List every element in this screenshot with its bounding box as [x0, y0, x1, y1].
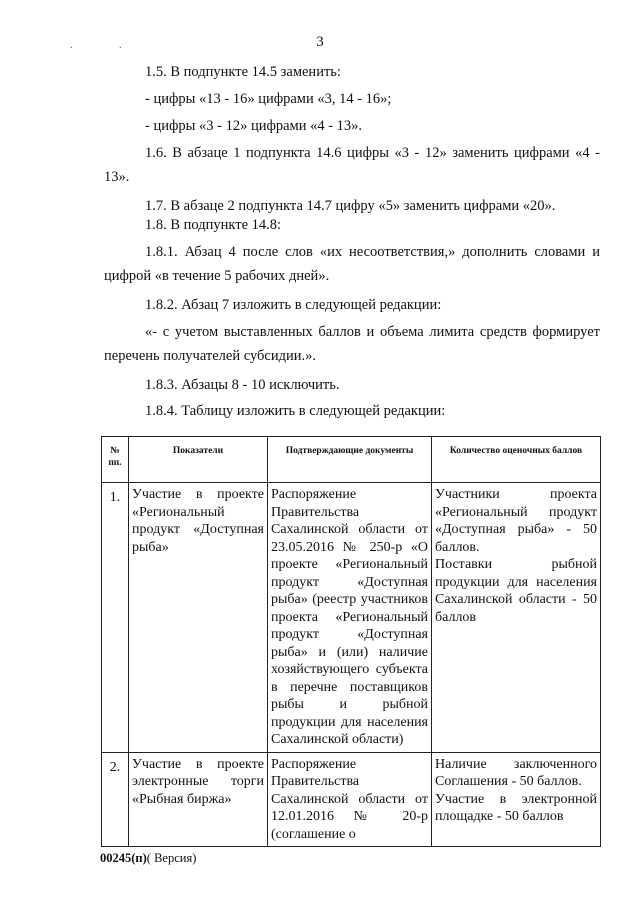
- paragraph-1-8-4: 1.8.4. Таблицу изложить в следующей редакции:: [145, 403, 446, 419]
- table-row: [102, 483, 601, 753]
- points-line: Наличие заключенного Соглашения - 50 баллов.: [435, 756, 597, 789]
- paragraph-1-5: 1.5. В подпункте 14.5 заменить:: [145, 64, 341, 80]
- paragraph-1-5-item-1: - цифры «13 - 16» цифрами «3, 14 - 16»;: [145, 91, 392, 107]
- paragraph-1-8: 1.8. В подпункте 14.8:: [145, 217, 282, 233]
- document-footer: [100, 851, 196, 866]
- header-documents: Подтверждающие документы: [268, 437, 432, 483]
- header-points: Количество оценочных баллов: [432, 437, 601, 483]
- paragraph-1-5-item-2: - цифры «3 - 12» цифрами «4 - 13».: [145, 118, 363, 134]
- paragraph-1-8-3: 1.8.3. Абзацы 8 - 10 исключить.: [145, 377, 340, 393]
- table-header-row: [102, 437, 601, 483]
- row-points: [432, 752, 601, 847]
- points-line: Участники проекта «Региональный продукт «Доступная рыба» - 50 баллов.: [435, 487, 597, 555]
- points-line: Поставки рыбной продукции для населения Сахалинской области - 50 баллов: [435, 557, 597, 625]
- paragraph-1-6: 1.6. В абзаце 1 подпункта 14.6 цифры «3 - 12» заменить цифрами «4 - 13».: [104, 145, 600, 185]
- paragraph-1-8-1: 1.8.1. Абзац 4 после слов «их несоответствия,» дополнить словами и цифрой «в течение 5 рабочих дней».: [104, 244, 600, 284]
- row-indicator: Участие в проекте электронные торги «Рыбная биржа»: [129, 752, 268, 847]
- footer-code: 00245(п): [100, 851, 147, 865]
- paragraph-1-7: 1.7. В абзаце 2 подпункта 14.7 цифру «5» заменить цифрами «20».: [145, 198, 556, 214]
- row-number: 1.: [102, 483, 129, 753]
- row-number: 2.: [102, 752, 129, 847]
- table-row: [102, 752, 601, 847]
- paragraph-1-8-2: 1.8.2. Абзац 7 изложить в следующей редакции:: [145, 297, 442, 313]
- paragraph-quote: «- с учетом выставленных баллов и объема лимита средств формирует перечень получателей субсидии.».: [104, 324, 600, 364]
- scan-marks: . .: [70, 40, 144, 51]
- header-number: № пп.: [102, 437, 129, 483]
- points-line: Участие в электронной площадке - 50 баллов: [435, 791, 597, 824]
- header-indicators: Показатели: [129, 437, 268, 483]
- footer-version: ( Версия): [146, 851, 197, 865]
- row-indicator: Участие в проекте «Региональный продукт «Доступная рыба»: [129, 483, 268, 753]
- row-documents: Распоряжение Правительства Сахалинской области от 12.01.2016 № 20-р (соглашение о: [268, 752, 432, 847]
- row-points: [432, 483, 601, 753]
- page-number: 3: [316, 34, 324, 50]
- row-documents: Распоряжение Правительства Сахалинской области от 23.05.2016 № 250-р «О проекте «Региональный продукт «Доступная рыба» (реестр участников проекта «Региональный продукт «Доступная рыба» и (или) наличие хозяйствующего субъекта в перечне поставщиков рыбы и рыбной продукции для населения Сахалинской области): [268, 483, 432, 753]
- evaluation-table: [101, 436, 601, 847]
